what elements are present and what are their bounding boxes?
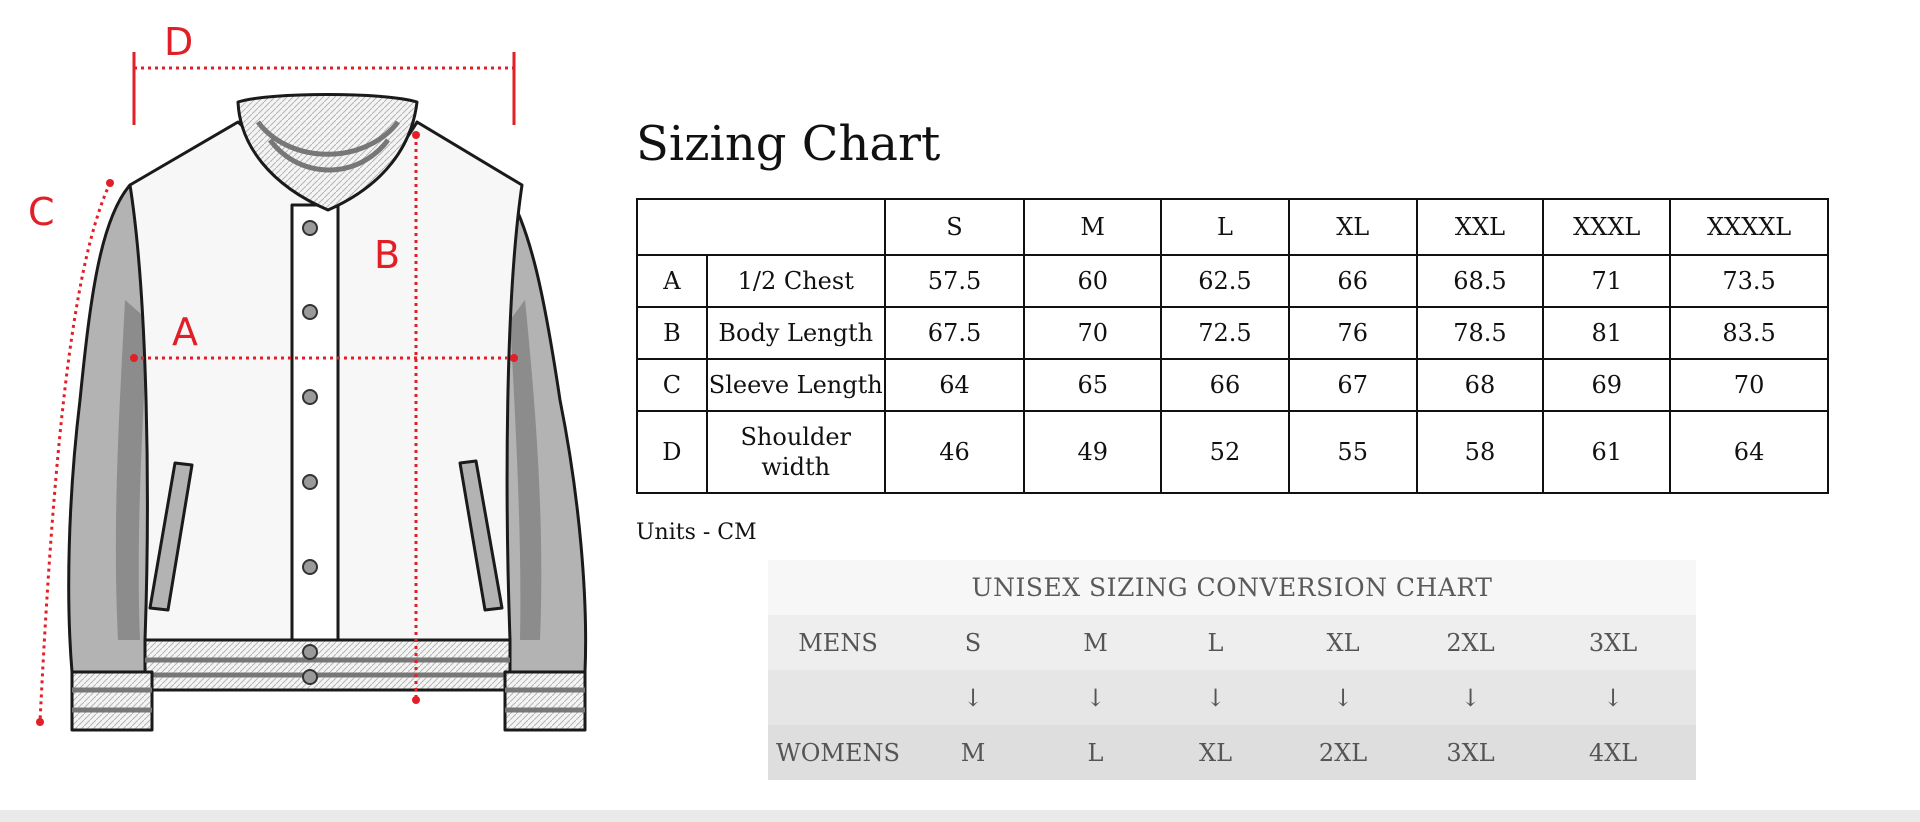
right-cuff [505,672,585,730]
row-name-line1: Shoulder [740,423,851,451]
mens-row [768,615,1696,670]
table-cell: 62.5 [1161,255,1289,307]
left-cuff [72,672,152,730]
mens-size: XL [1326,628,1360,657]
units-label: Units - CM [636,520,757,545]
mens-size: 2XL [1446,628,1495,657]
jacket-drawing [69,95,586,731]
table-row [637,359,1828,411]
womens-size: 4XL [1588,738,1638,767]
table-cell: 64 [1670,411,1828,493]
womens-size: 3XL [1446,738,1495,767]
size-header-row [637,199,1828,255]
mens-size: M [1083,628,1108,657]
womens-size: M [960,738,986,767]
table-cell: 78.5 [1417,307,1544,359]
table-cell: 52 [1161,411,1289,493]
row-name: Sleeve Length [707,359,885,411]
down-arrow-icon: ↓ [1205,683,1226,712]
size-header: M [1024,199,1161,255]
row-name: Body Length [707,307,885,359]
table-cell: 57.5 [885,255,1025,307]
table-cell: 46 [885,411,1025,493]
table-cell: 71 [1543,255,1670,307]
down-arrow-icon: ↓ [1602,683,1624,712]
row-name-line2: width [761,453,831,481]
mens-size: S [964,628,982,657]
table-cell: 70 [1024,307,1161,359]
table-cell: 64 [885,359,1025,411]
size-header: L [1161,199,1289,255]
down-arrow-icon: ↓ [1332,683,1354,712]
table-cell: 73.5 [1670,255,1828,307]
row-code: A [637,255,707,307]
size-header: XXXXL [1670,199,1828,255]
table-cell: 69 [1543,359,1670,411]
label-c: C [28,190,55,234]
table-cell: 65 [1024,359,1161,411]
label-d: D [164,20,194,64]
table-cell: 60 [1024,255,1161,307]
arrow-row [768,670,1696,725]
womens-size: 2XL [1318,738,1368,767]
table-row [637,307,1828,359]
table-cell: 76 [1289,307,1417,359]
row-code: D [637,411,707,493]
table-cell: 61 [1543,411,1670,493]
table-cell: 55 [1289,411,1417,493]
row-code: B [637,307,707,359]
size-header: XXXL [1543,199,1670,255]
womens-size: L [1087,738,1104,767]
jacket-diagram [0,0,610,760]
table-cell: 58 [1417,411,1544,493]
table-cell: 72.5 [1161,307,1289,359]
table-cell: 68.5 [1417,255,1544,307]
table-cell: 68 [1417,359,1544,411]
header-blank-cell [637,199,885,255]
size-header: S [885,199,1025,255]
bottom-strip [0,810,1920,822]
down-arrow-icon: ↓ [1085,683,1106,712]
womens-row [768,725,1696,780]
label-b: B [374,233,401,277]
down-arrow-icon: ↓ [962,683,984,712]
mens-size: L [1207,628,1224,657]
down-arrow-icon: ↓ [1460,683,1481,712]
conversion-chart [768,560,1696,780]
table-cell: 67.5 [885,307,1025,359]
womens-size: XL [1198,738,1233,767]
size-header: XL [1289,199,1417,255]
label-a: A [172,310,198,354]
size-header: XXL [1417,199,1544,255]
table-cell: 66 [1161,359,1289,411]
front-placket [292,205,338,690]
table-row [637,255,1828,307]
table-cell: 49 [1024,411,1161,493]
table-cell: 70 [1670,359,1828,411]
mens-label: MENS [798,628,878,657]
mens-size: 3XL [1588,628,1638,657]
table-row [637,411,1828,493]
womens-label: WOMENS [776,738,900,767]
table-cell: 83.5 [1670,307,1828,359]
row-code: C [637,359,707,411]
conversion-title: UNISEX SIZING CONVERSION CHART [768,560,1696,615]
table-cell: 81 [1543,307,1670,359]
table-cell: 66 [1289,255,1417,307]
waistband [145,640,510,690]
table-cell: 67 [1289,359,1417,411]
row-name: 1/2 Chest [707,255,885,307]
page-title: Sizing Chart [636,116,941,172]
size-table [636,198,1829,494]
row-name [707,411,885,493]
